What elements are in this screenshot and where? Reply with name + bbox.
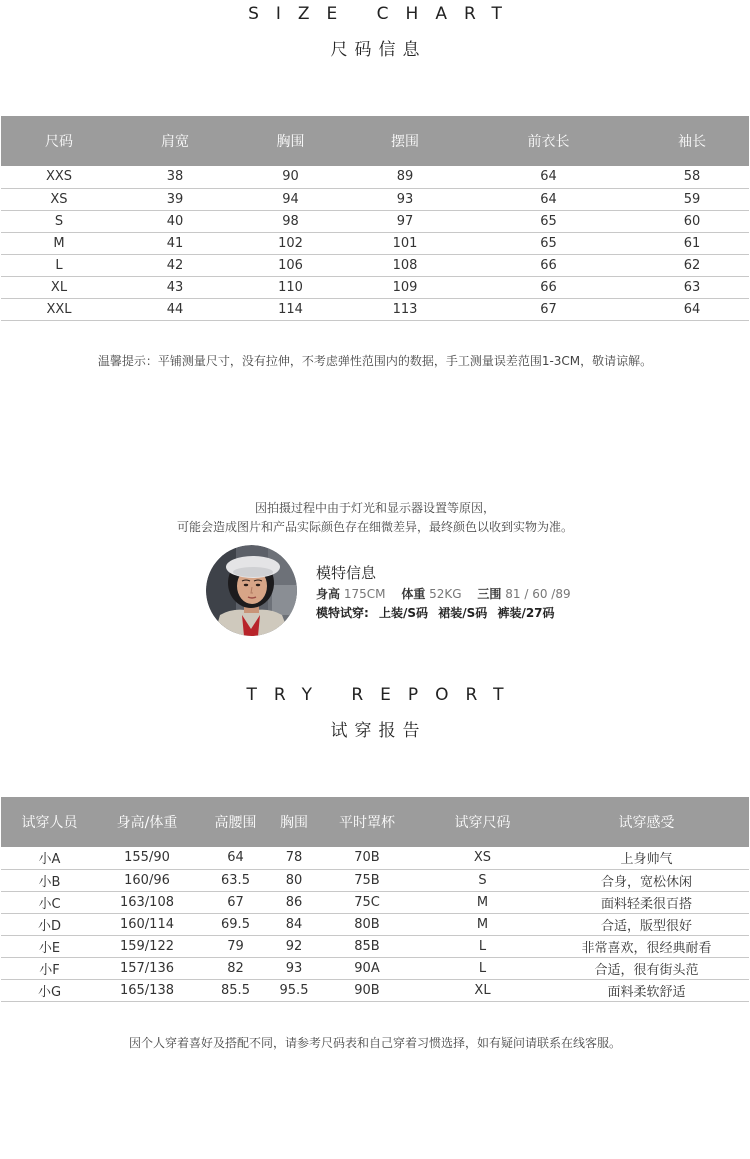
table-cell: 90 bbox=[233, 166, 348, 188]
table-cell: XL bbox=[1, 276, 117, 298]
col-header-hem: 摆围 bbox=[348, 116, 462, 166]
model-info-title: 模特信息 bbox=[316, 564, 377, 582]
col-header-tester: 试穿人员 bbox=[1, 797, 98, 847]
table-cell: 64 bbox=[196, 847, 275, 869]
table-cell: 101 bbox=[348, 232, 462, 254]
table-cell: 80 bbox=[275, 869, 313, 891]
measurements-value: 81 / 60 /89 bbox=[505, 587, 571, 601]
table-cell: 90A bbox=[313, 957, 421, 979]
try-report-header-row bbox=[1, 797, 749, 847]
col-header-bust: 胸围 bbox=[233, 116, 348, 166]
size-chart-note: 温馨提示：平铺测量尺寸，没有拉伸，不考虑弹性范围内的数据，手工测量误差范围1-3CM，敬请谅解。 bbox=[97, 354, 653, 368]
table-cell: 159/122 bbox=[98, 935, 196, 957]
table-cell: 106 bbox=[233, 254, 348, 276]
table-cell: 85B bbox=[313, 935, 421, 957]
table-row bbox=[1, 957, 749, 979]
fit-label: 模特试穿: bbox=[316, 606, 369, 620]
table-cell: 93 bbox=[348, 188, 462, 210]
table-cell: 面料轻柔很百搭 bbox=[544, 891, 749, 913]
table-cell: 非常喜欢，很经典耐看 bbox=[544, 935, 749, 957]
table-cell: 63 bbox=[635, 276, 749, 298]
model-avatar bbox=[206, 545, 297, 636]
table-cell: 合适，很有街头范 bbox=[544, 957, 749, 979]
table-cell: 85.5 bbox=[196, 979, 275, 1001]
table-row bbox=[1, 254, 749, 276]
try-report-note: 因个人穿着喜好及搭配不同，请参考尺码表和自己穿着习惯选择，如有疑问请联系在线客服。 bbox=[128, 1036, 621, 1050]
photo-note-line-2: 可能会造成图片和产品实际颜色存在细微差异，最终颜色以收到实物为准。 bbox=[176, 520, 573, 534]
table-cell: 60 bbox=[635, 210, 749, 232]
table-row bbox=[1, 188, 749, 210]
fit-skirt: 裙装/S码 bbox=[438, 606, 488, 620]
table-cell: 163/108 bbox=[98, 891, 196, 913]
table-cell: M bbox=[421, 891, 544, 913]
table-cell: 64 bbox=[462, 166, 635, 188]
table-cell: 98 bbox=[233, 210, 348, 232]
table-cell: 65 bbox=[462, 210, 635, 232]
table-row bbox=[1, 913, 749, 935]
col-header-size: 尺码 bbox=[1, 116, 117, 166]
table-cell: 94 bbox=[233, 188, 348, 210]
size-chart-title-zh: 尺码信息 bbox=[330, 40, 427, 60]
table-cell: M bbox=[1, 232, 117, 254]
col-header-height-weight: 身高/体重 bbox=[98, 797, 196, 847]
table-cell: 109 bbox=[348, 276, 462, 298]
table-cell: XL bbox=[421, 979, 544, 1001]
table-cell: 58 bbox=[635, 166, 749, 188]
weight-label: 体重 bbox=[401, 587, 426, 601]
table-cell: 41 bbox=[117, 232, 233, 254]
table-cell: L bbox=[421, 935, 544, 957]
table-cell: 165/138 bbox=[98, 979, 196, 1001]
table-cell: 114 bbox=[233, 298, 348, 320]
table-cell: 160/96 bbox=[98, 869, 196, 891]
table-cell: 44 bbox=[117, 298, 233, 320]
table-row bbox=[1, 210, 749, 232]
col-header-high-waist: 高腰围 bbox=[196, 797, 275, 847]
table-row bbox=[1, 298, 749, 320]
col-header-cup: 平时罩杯 bbox=[313, 797, 421, 847]
size-chart-table bbox=[1, 116, 749, 321]
try-report-title-en: TRY REPORT bbox=[246, 685, 521, 705]
table-row bbox=[1, 847, 749, 869]
model-portrait-image bbox=[206, 545, 297, 636]
table-cell: S bbox=[421, 869, 544, 891]
table-cell: 40 bbox=[117, 210, 233, 232]
table-cell: 小G bbox=[1, 979, 98, 1001]
table-cell: 155/90 bbox=[98, 847, 196, 869]
table-cell: 157/136 bbox=[98, 957, 196, 979]
fit-top: 上装/S码 bbox=[379, 606, 429, 620]
table-cell: 78 bbox=[275, 847, 313, 869]
table-cell: 69.5 bbox=[196, 913, 275, 935]
table-cell: 75C bbox=[313, 891, 421, 913]
try-report-title-zh: 试穿报告 bbox=[330, 721, 427, 741]
table-cell: 90B bbox=[313, 979, 421, 1001]
table-cell: L bbox=[1, 254, 117, 276]
model-stats bbox=[316, 585, 583, 602]
photo-color-note bbox=[0, 499, 750, 537]
table-cell: 小C bbox=[1, 891, 98, 913]
col-header-feedback: 试穿感受 bbox=[544, 797, 749, 847]
table-row bbox=[1, 891, 749, 913]
table-cell: 108 bbox=[348, 254, 462, 276]
table-cell: 80B bbox=[313, 913, 421, 935]
table-cell: 63.5 bbox=[196, 869, 275, 891]
table-cell: 64 bbox=[635, 298, 749, 320]
table-row bbox=[1, 276, 749, 298]
table-cell: XXS bbox=[1, 166, 117, 188]
table-cell: 66 bbox=[462, 276, 635, 298]
table-cell: 102 bbox=[233, 232, 348, 254]
photo-note-line-1: 因拍摄过程中由于灯光和显示器设置等原因， bbox=[254, 501, 495, 515]
table-cell: 66 bbox=[462, 254, 635, 276]
table-cell: 小B bbox=[1, 869, 98, 891]
table-cell: 59 bbox=[635, 188, 749, 210]
table-cell: 42 bbox=[117, 254, 233, 276]
try-report-table bbox=[1, 797, 749, 1002]
table-row bbox=[1, 935, 749, 957]
col-header-tried-size: 试穿尺码 bbox=[421, 797, 544, 847]
table-cell: 160/114 bbox=[98, 913, 196, 935]
table-cell: L bbox=[421, 957, 544, 979]
table-cell: 75B bbox=[313, 869, 421, 891]
table-row bbox=[1, 979, 749, 1001]
height-value: 175CM bbox=[343, 587, 386, 601]
table-cell: 86 bbox=[275, 891, 313, 913]
table-cell: 62 bbox=[635, 254, 749, 276]
col-header-front-length: 前衣长 bbox=[462, 116, 635, 166]
weight-value: 52KG bbox=[429, 587, 462, 601]
table-cell: M bbox=[421, 913, 544, 935]
table-cell: 38 bbox=[117, 166, 233, 188]
table-cell: 64 bbox=[462, 188, 635, 210]
table-cell: 面料柔软舒适 bbox=[544, 979, 749, 1001]
table-cell: 小E bbox=[1, 935, 98, 957]
fit-pants: 裤装/27码 bbox=[497, 606, 555, 620]
size-chart-title-en: SIZE CHART bbox=[248, 4, 519, 24]
table-cell: 上身帅气 bbox=[544, 847, 749, 869]
col-header-shoulder: 肩宽 bbox=[117, 116, 233, 166]
table-cell: 79 bbox=[196, 935, 275, 957]
model-fit-sizes bbox=[316, 604, 561, 621]
table-cell: 95.5 bbox=[275, 979, 313, 1001]
table-cell: 70B bbox=[313, 847, 421, 869]
table-cell: 61 bbox=[635, 232, 749, 254]
table-cell: 65 bbox=[462, 232, 635, 254]
table-cell: 97 bbox=[348, 210, 462, 232]
table-cell: 92 bbox=[275, 935, 313, 957]
table-cell: 合适，版型很好 bbox=[544, 913, 749, 935]
table-cell: 小F bbox=[1, 957, 98, 979]
table-cell: 小A bbox=[1, 847, 98, 869]
table-cell: 67 bbox=[196, 891, 275, 913]
measurements-label: 三围 bbox=[477, 587, 502, 601]
height-label: 身高 bbox=[316, 587, 341, 601]
table-cell: 合身，宽松休闲 bbox=[544, 869, 749, 891]
table-cell: 113 bbox=[348, 298, 462, 320]
table-cell: XXL bbox=[1, 298, 117, 320]
table-row bbox=[1, 232, 749, 254]
table-cell: 39 bbox=[117, 188, 233, 210]
size-chart-header-row bbox=[1, 116, 749, 166]
table-cell: 82 bbox=[196, 957, 275, 979]
table-cell: 89 bbox=[348, 166, 462, 188]
col-header-sleeve: 袖长 bbox=[635, 116, 749, 166]
table-cell: 67 bbox=[462, 298, 635, 320]
table-cell: XS bbox=[1, 188, 117, 210]
table-row bbox=[1, 166, 749, 188]
table-cell: 84 bbox=[275, 913, 313, 935]
col-header-bust: 胸围 bbox=[275, 797, 313, 847]
table-cell: 110 bbox=[233, 276, 348, 298]
table-cell: S bbox=[1, 210, 117, 232]
table-cell: 小D bbox=[1, 913, 98, 935]
table-row bbox=[1, 869, 749, 891]
table-cell: 43 bbox=[117, 276, 233, 298]
table-cell: 93 bbox=[275, 957, 313, 979]
table-cell: XS bbox=[421, 847, 544, 869]
